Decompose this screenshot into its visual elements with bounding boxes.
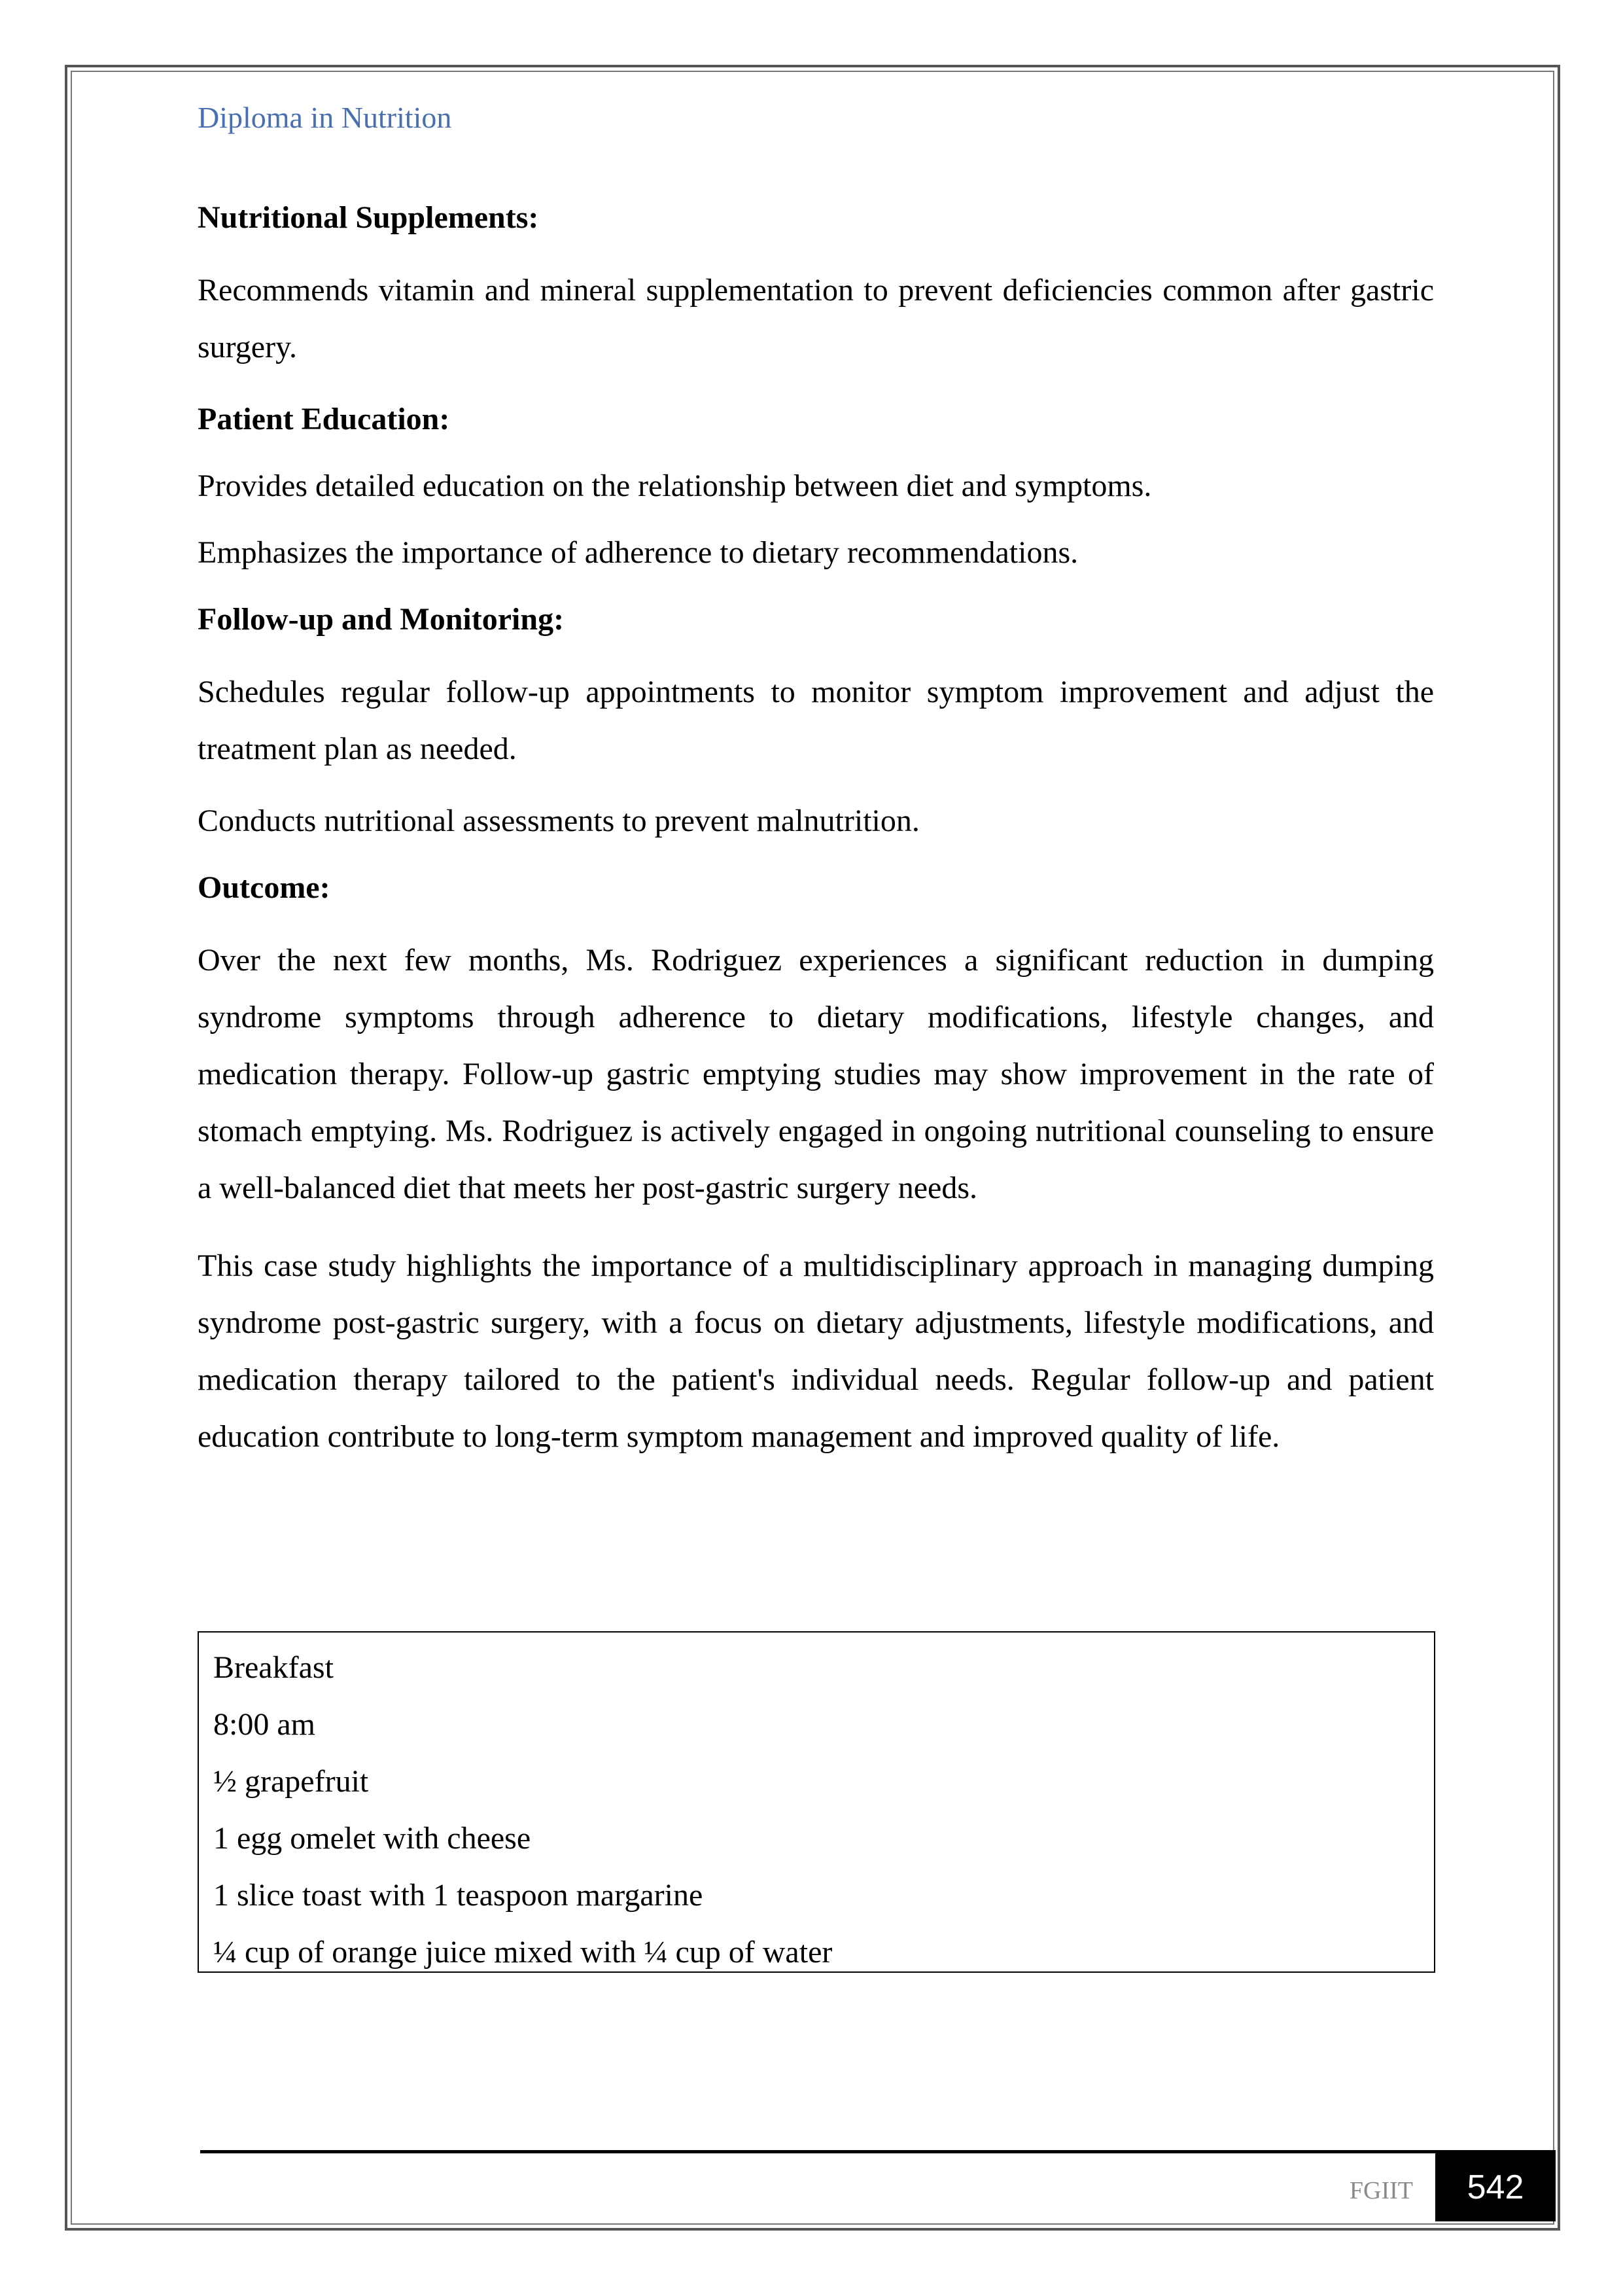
section-heading-follow-up: Follow-up and Monitoring: (198, 602, 565, 637)
page-number: 542 (1435, 2153, 1556, 2221)
footer-divider (200, 2150, 1556, 2153)
paragraph-education-2: Emphasizes the importance of adherence to dietary recommendations. (198, 535, 1079, 570)
paragraph-supplements: Recommends vitamin and mineral supplementation to prevent deficiencies common after gastric surgery. (198, 273, 1434, 364)
meal-name: Breakfast (213, 1650, 334, 1685)
paragraph-follow-up-2: Conducts nutritional assessments to prevent malnutrition. (198, 804, 920, 838)
paragraph-follow-up-1: Schedules regular follow-up appointments to monitor symptom improvement and adjust the treatment plan as needed. (198, 675, 1434, 766)
meal-item: 1 slice toast with 1 teaspoon margarine (213, 1878, 703, 1913)
body-content (198, 195, 1434, 1486)
paragraph-outcome-1: Over the next few months, Ms. Rodriguez experiences a significant reduction in dumping syndrome symptoms through adherence to dietary modifications, lifestyle changes, and medication therapy. Follow-up gastric emptying studies may show improvement in the rate of stomach emptying. Ms. Rodriguez is actively engaged in ongoing nutritional counseling to ensure a well-balanced diet that meets her post-gastric surgery needs. (198, 943, 1434, 1205)
paragraph-education-1: Provides detailed education on the relationship between diet and symptoms. (198, 468, 1152, 503)
section-heading-supplements: Nutritional Supplements: (198, 200, 539, 235)
footer-label: FGIIT (1349, 2177, 1413, 2204)
meal-item: ¼ cup of orange juice mixed with ¼ cup of water (213, 1935, 833, 1969)
meal-item: ½ grapefruit (213, 1764, 369, 1799)
meal-item: 1 egg omelet with cheese (213, 1821, 531, 1856)
section-heading-outcome: Outcome: (198, 870, 330, 905)
meal-time: 8:00 am (213, 1707, 315, 1742)
section-heading-patient-education: Patient Education: (198, 402, 450, 436)
paragraph-outcome-2: This case study highlights the importance of a multidisciplinary approach in managing dumping syndrome post-gastric surgery, with a focus on dietary adjustments, lifestyle modifications, and medication therapy tailored to the patient's individual needs. Regular follow-up and patient education contribute to long-term symptom management and improved quality of life. (198, 1248, 1434, 1454)
meal-plan-box (198, 1631, 1435, 1973)
running-header: Diploma in Nutrition (198, 101, 452, 134)
